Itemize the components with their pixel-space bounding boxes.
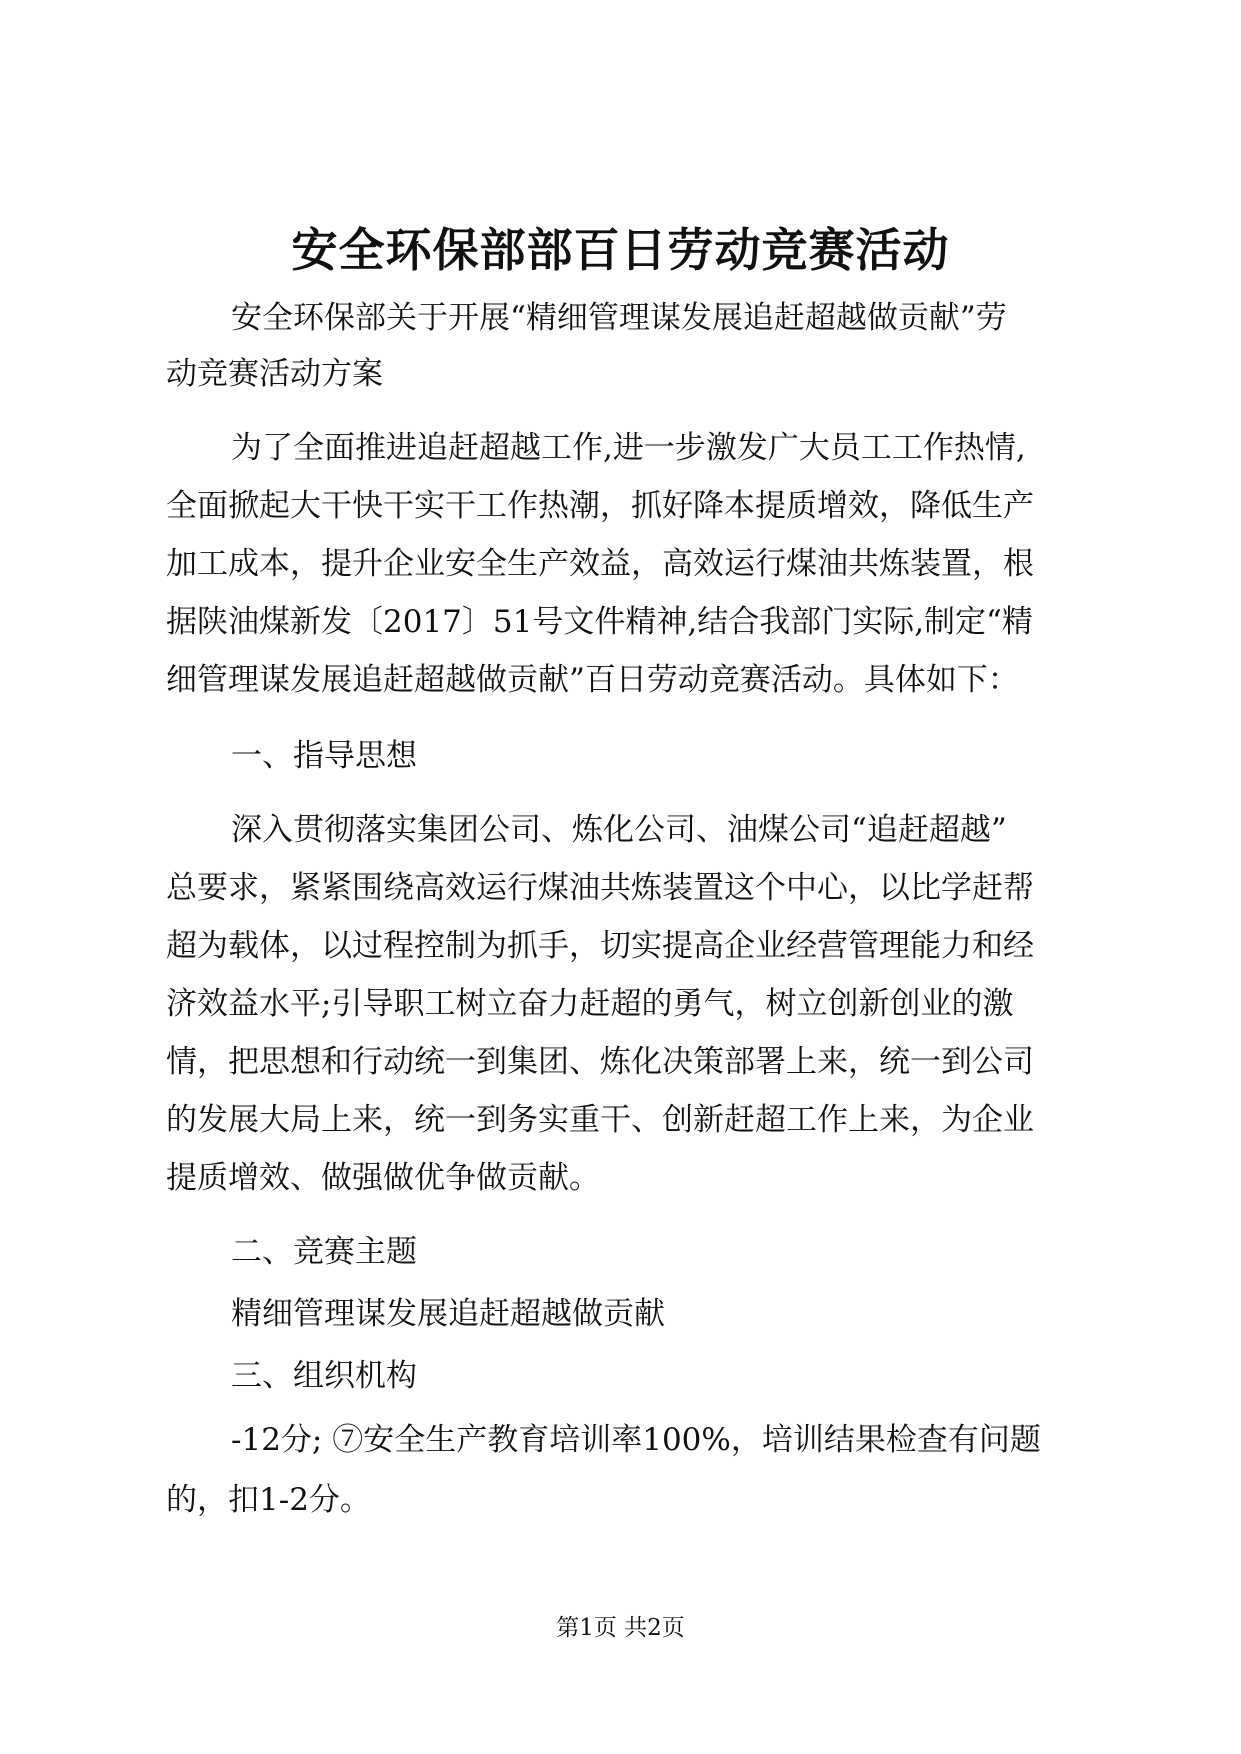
section-heading: 一、指导思想 bbox=[231, 738, 417, 774]
body-line: 总要求，紧紧围绕高效运行煤油共炼装置这个中心，以比学赶帮 bbox=[166, 870, 1034, 906]
body-line: 据陕油煤新发〔2017〕51号文件精神,结合我部门实际,制定“精 bbox=[166, 604, 1033, 640]
body-line: 动竞赛活动方案 bbox=[166, 356, 383, 392]
body-line: 深入贯彻落实集团公司、炼化公司、油煤公司“追赶超越” bbox=[231, 812, 1007, 848]
body-line: 的，扣1-2分。 bbox=[166, 1482, 371, 1518]
body-line: -12分; ⑦安全生产教育培训率100%，培训结果检查有问题 bbox=[231, 1422, 1041, 1458]
document-title: 安全环保部部百日劳动竞赛活动 bbox=[291, 223, 950, 277]
body-line: 全面掀起大干快干实干工作热潮，抓好降本提质增效，降低生产 bbox=[166, 488, 1034, 524]
body-line: 为了全面推进追赶超越工作,进一步激发广大员工工作热情, bbox=[231, 430, 1026, 466]
page-footer: 第1页 共2页 bbox=[556, 1615, 685, 1641]
body-line: 细管理谋发展追赶超越做贡献”百日劳动竞赛活动。具体如下： bbox=[166, 662, 1019, 698]
section-heading: 二、竞赛主题 bbox=[231, 1234, 417, 1270]
body-line: 的发展大局上来，统一到务实重干、创新赶超工作上来，为企业 bbox=[166, 1102, 1034, 1138]
body-line: 精细管理谋发展追赶超越做贡献 bbox=[231, 1296, 665, 1332]
body-line: 超为载体，以过程控制为抓手，切实提高企业经营管理能力和经 bbox=[166, 928, 1034, 964]
body-line: 安全环保部关于开展“精细管理谋发展追赶超越做贡献”劳 bbox=[231, 300, 1007, 336]
body-line: 济效益水平;引导职工树立奋力赶超的勇气，树立创新创业的激 bbox=[166, 986, 1014, 1022]
body-line: 情，把思想和行动统一到集团、炼化决策部署上来，统一到公司 bbox=[166, 1044, 1034, 1080]
section-heading: 三、组织机构 bbox=[231, 1358, 417, 1394]
body-line: 提质增效、做强做优争做贡献。 bbox=[166, 1160, 600, 1196]
body-line: 加工成本，提升企业安全生产效益，高效运行煤油共炼装置，根 bbox=[166, 546, 1034, 582]
